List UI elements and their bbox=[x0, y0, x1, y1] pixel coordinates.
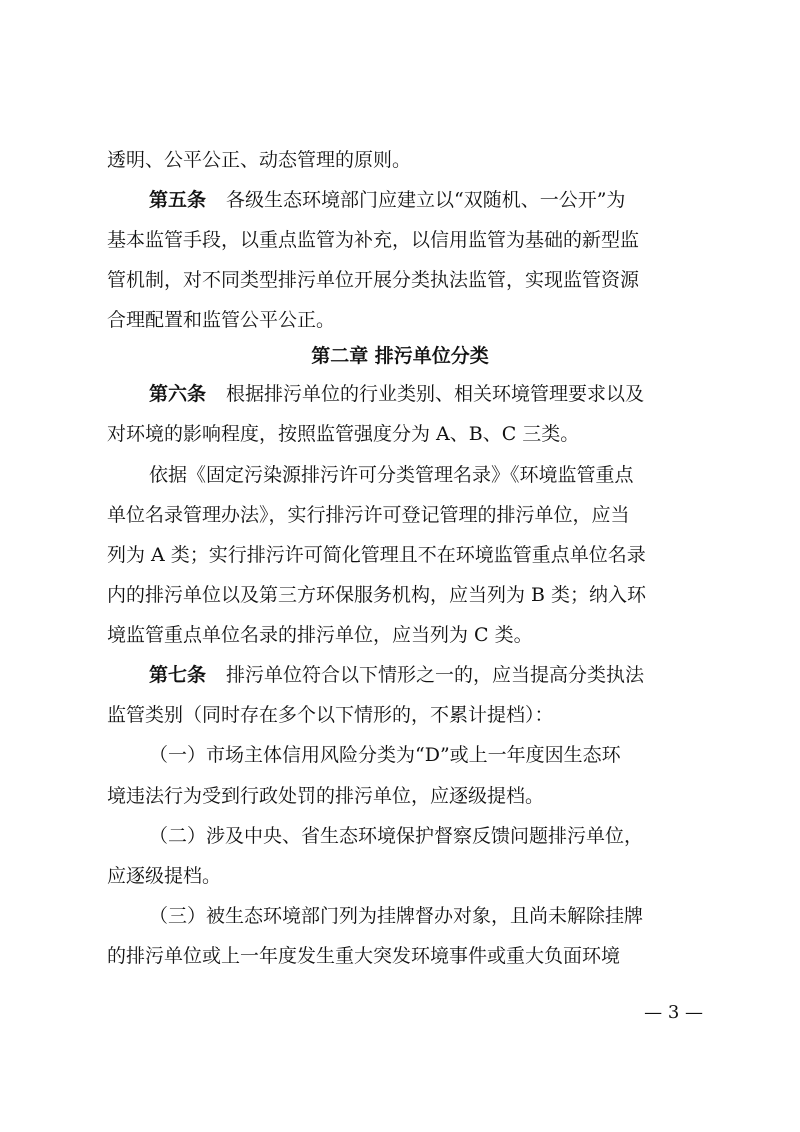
text-line bbox=[0, 816, 800, 856]
line-text: 基本监管手段，以重点监管为补充，以信用监管为基础的新型监 bbox=[107, 229, 640, 251]
article-5-heading-line bbox=[0, 180, 800, 220]
line-text: 列为 A 类；实行排污许可简化管理且不在环境监管重点单位名录 bbox=[107, 544, 646, 566]
line-text: 依据《固定污染源排污许可分类管理名录》《环境监管重点 bbox=[149, 464, 634, 486]
text-line bbox=[0, 936, 800, 976]
text-line bbox=[0, 615, 800, 655]
line-text: 内的排污单位以及第三方环保服务机构，应当列为 B 类；纳入环 bbox=[107, 584, 647, 606]
text-line bbox=[0, 260, 800, 300]
page-number: — 3 — bbox=[644, 1002, 703, 1023]
line-text: 监管类别（同时存在多个以下情形的，不累计提档）： bbox=[107, 704, 554, 726]
text-line bbox=[0, 220, 800, 260]
line-text: 境违法行为受到行政处罚的排污单位，应逐级提档。 bbox=[107, 785, 545, 807]
text-line bbox=[0, 575, 800, 615]
article-label: 第六条 bbox=[149, 383, 207, 405]
line-text: 透明、公平公正、动态管理的原则。 bbox=[107, 149, 412, 171]
text-line bbox=[0, 735, 800, 775]
line-text: 的排污单位或上一年度发生重大突发环境事件或重大负面环境 bbox=[107, 945, 621, 967]
text-line bbox=[0, 414, 800, 454]
text-line bbox=[0, 776, 800, 816]
line-text: 单位名录管理办法》，实行排污许可登记管理的排污单位，应当 bbox=[107, 504, 630, 526]
text-line bbox=[0, 455, 800, 495]
line-text: （一）市场主体信用风险分类为“D”或上一年度因生态环 bbox=[149, 744, 621, 766]
line-text: 排污单位符合以下情形之一的，应当提高分类执法 bbox=[226, 664, 645, 686]
line-text: （三）被生态环境部门列为挂牌督办对象，且尚未解除挂牌 bbox=[149, 905, 644, 927]
article-label: 第七条 bbox=[149, 664, 207, 686]
article-7-heading-line bbox=[0, 655, 800, 695]
line-text: 管机制，对不同类型排污单位开展分类执法监管，实现监管资源 bbox=[107, 269, 640, 291]
text-line bbox=[0, 495, 800, 535]
article-label: 第五条 bbox=[149, 189, 207, 211]
line-text: 应逐级提档。 bbox=[107, 865, 222, 887]
article-6-heading-line bbox=[0, 374, 800, 414]
line-text: 合理配置和监管公平公正。 bbox=[107, 309, 336, 331]
text-line bbox=[0, 535, 800, 575]
text-line bbox=[0, 140, 800, 180]
text-line bbox=[0, 695, 800, 735]
line-text: 各级生态环境部门应建立以“双随机、一公开”为 bbox=[226, 189, 626, 211]
chapter-title: 第二章 排污单位分类 bbox=[311, 345, 489, 367]
line-text: 根据排污单位的行业类别、相关环境管理要求以及 bbox=[226, 383, 645, 405]
line-text: （二）涉及中央、省生态环境保护督察反馈问题排污单位， bbox=[149, 825, 644, 847]
text-line bbox=[0, 856, 800, 896]
text-line bbox=[0, 896, 800, 936]
text-line bbox=[0, 300, 800, 340]
line-text: 对环境的影响程度，按照监管强度分为 A、B、C 三类。 bbox=[107, 423, 580, 445]
line-text: 境监管重点单位名录的排污单位，应当列为 C 类。 bbox=[107, 624, 533, 646]
